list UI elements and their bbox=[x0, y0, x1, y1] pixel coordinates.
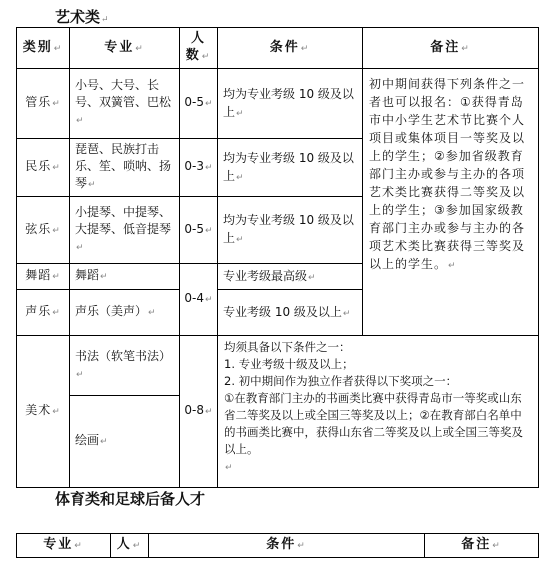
header-major: 专业↵ bbox=[70, 28, 180, 69]
cell-end-mark: ↵ bbox=[52, 163, 61, 173]
cell-end-mark: ↵ bbox=[205, 295, 213, 305]
cell-end-mark: ↵ bbox=[236, 108, 244, 119]
condition-line: ①在教育部门主办的书画类比赛中获得青岛市一等奖或山东省二等奖及以上或全国三等奖及以上；②在教育部白名单中的书画类比赛中，获得山东省二等奖及以上或全国三等奖及以上。 bbox=[224, 391, 523, 456]
category-cell: 民乐↵ bbox=[17, 139, 70, 197]
table-row bbox=[17, 69, 539, 139]
cell-end-mark: ↵ bbox=[76, 369, 84, 380]
cell-end-mark: ↵ bbox=[52, 225, 61, 236]
cell-end-mark: ↵ bbox=[135, 43, 145, 54]
header-count: 人数↵ bbox=[180, 28, 218, 69]
count-cell: 0-5↵ bbox=[180, 69, 218, 139]
condition-cell-art bbox=[218, 336, 539, 488]
paragraph-mark: ↵ bbox=[101, 15, 109, 25]
condition-line: 均须具备以下条件之一： bbox=[224, 340, 351, 354]
count-cell: 0-3↵ bbox=[180, 139, 218, 197]
cell-end-mark: ↵ bbox=[76, 242, 84, 253]
cell-end-mark: ↵ bbox=[300, 43, 311, 54]
major-cell: 书法（软笔书法）↵ bbox=[70, 336, 180, 396]
cell-end-mark: ↵ bbox=[88, 180, 96, 190]
header-count: 人↵ bbox=[111, 534, 149, 558]
cell-end-mark: ↵ bbox=[205, 99, 213, 109]
cell-end-mark: ↵ bbox=[74, 541, 84, 551]
cell-end-mark: ↵ bbox=[52, 99, 61, 109]
header-major: 专业↵ bbox=[17, 534, 111, 558]
category-cell: 弦乐↵ bbox=[17, 197, 70, 264]
major-cell: 舞蹈↵ bbox=[70, 264, 180, 290]
major-cell: 绘画↵ bbox=[70, 396, 180, 488]
cell-end-mark: ↵ bbox=[52, 407, 61, 417]
cell-end-mark: ↵ bbox=[201, 52, 212, 62]
condition-line: 1. 专业考级十级及以上； bbox=[224, 357, 354, 371]
condition-cell: 均为专业考级 10 级及以上↵ bbox=[218, 69, 363, 139]
cell-end-mark: ↵ bbox=[53, 43, 64, 54]
note-cell: 初中期间获得下列条件之一者也可以报名：①获得青岛市中小学生艺术节比赛个人项目或集体项目一等奖及以上的学生；②参加省级教育部门主办或参与主办的各项艺术类比赛获得二等奖及以上的学生；③参加国家级教育部门主办或参与主办的各项艺术类比赛获得三等奖及以上的学生。↵ bbox=[363, 69, 539, 336]
major-cell: 琵琶、民族打击乐、笙、唢呐、扬琴↵ bbox=[70, 139, 180, 197]
header-note: 备注↵ bbox=[425, 534, 539, 558]
cell-end-mark: ↵ bbox=[205, 163, 213, 173]
condition-cell: 均为专业考级 10 级及以上↵ bbox=[218, 139, 363, 197]
cell-end-mark: ↵ bbox=[76, 116, 84, 126]
major-cell: 小号、大号、长号、双簧管、巴松↵ bbox=[70, 69, 180, 139]
cell-end-mark: ↵ bbox=[52, 272, 61, 282]
sports-admission-table bbox=[16, 533, 539, 558]
count-cell: 0-5↵ bbox=[180, 197, 218, 264]
category-cell: 美术↵ bbox=[17, 336, 70, 488]
header-note: 备注↵ bbox=[363, 28, 539, 69]
cell-end-mark: ↵ bbox=[205, 407, 213, 417]
count-cell: 0-8↵ bbox=[180, 336, 218, 488]
table-header-row bbox=[17, 28, 539, 69]
section-title-text: 体育类和足球后备人才 bbox=[55, 490, 206, 508]
cell-end-mark: ↵ bbox=[225, 463, 233, 473]
condition-line: 2. 初中期间作为独立作者获得以下奖项之一： bbox=[224, 374, 458, 388]
major-cell: 小提琴、中提琴、大提琴、低音提琴↵ bbox=[70, 197, 180, 264]
section-title-sports bbox=[55, 488, 205, 509]
cell-end-mark: ↵ bbox=[132, 541, 143, 551]
category-cell: 声乐↵ bbox=[17, 290, 70, 336]
condition-cell: 专业考级 10 级及以上↵ bbox=[218, 290, 363, 336]
header-condition: 条件↵ bbox=[218, 28, 363, 69]
section-title-text: 艺术类 bbox=[55, 8, 101, 26]
major-cell: 声乐（美声）↵ bbox=[70, 290, 180, 336]
arts-admission-table bbox=[16, 27, 539, 488]
cell-end-mark: ↵ bbox=[461, 43, 471, 54]
category-cell: 管乐↵ bbox=[17, 69, 70, 139]
header-category: 类别↵ bbox=[17, 28, 70, 69]
condition-cell: 均为专业考级 10 级及以上↵ bbox=[218, 197, 363, 264]
cell-end-mark: ↵ bbox=[492, 541, 502, 551]
category-cell: 舞蹈↵ bbox=[17, 264, 70, 290]
cell-end-mark: ↵ bbox=[205, 225, 213, 236]
cell-end-mark: ↵ bbox=[100, 437, 108, 447]
cell-end-mark: ↵ bbox=[308, 272, 316, 283]
cell-end-mark: ↵ bbox=[148, 308, 156, 318]
cell-end-mark: ↵ bbox=[236, 172, 244, 183]
cell-end-mark: ↵ bbox=[236, 235, 244, 245]
count-cell: 0-4↵ bbox=[180, 264, 218, 336]
cell-end-mark: ↵ bbox=[448, 261, 457, 271]
condition-cell: 专业考级最高级↵ bbox=[218, 264, 363, 290]
cell-end-mark: ↵ bbox=[297, 541, 307, 551]
header-condition: 条件↵ bbox=[149, 534, 425, 558]
table-row bbox=[17, 336, 539, 396]
table-header-row bbox=[17, 534, 539, 558]
section-title-arts bbox=[55, 6, 109, 27]
cell-end-mark: ↵ bbox=[100, 272, 108, 282]
cell-end-mark: ↵ bbox=[52, 308, 61, 318]
cell-end-mark: ↵ bbox=[342, 308, 351, 319]
